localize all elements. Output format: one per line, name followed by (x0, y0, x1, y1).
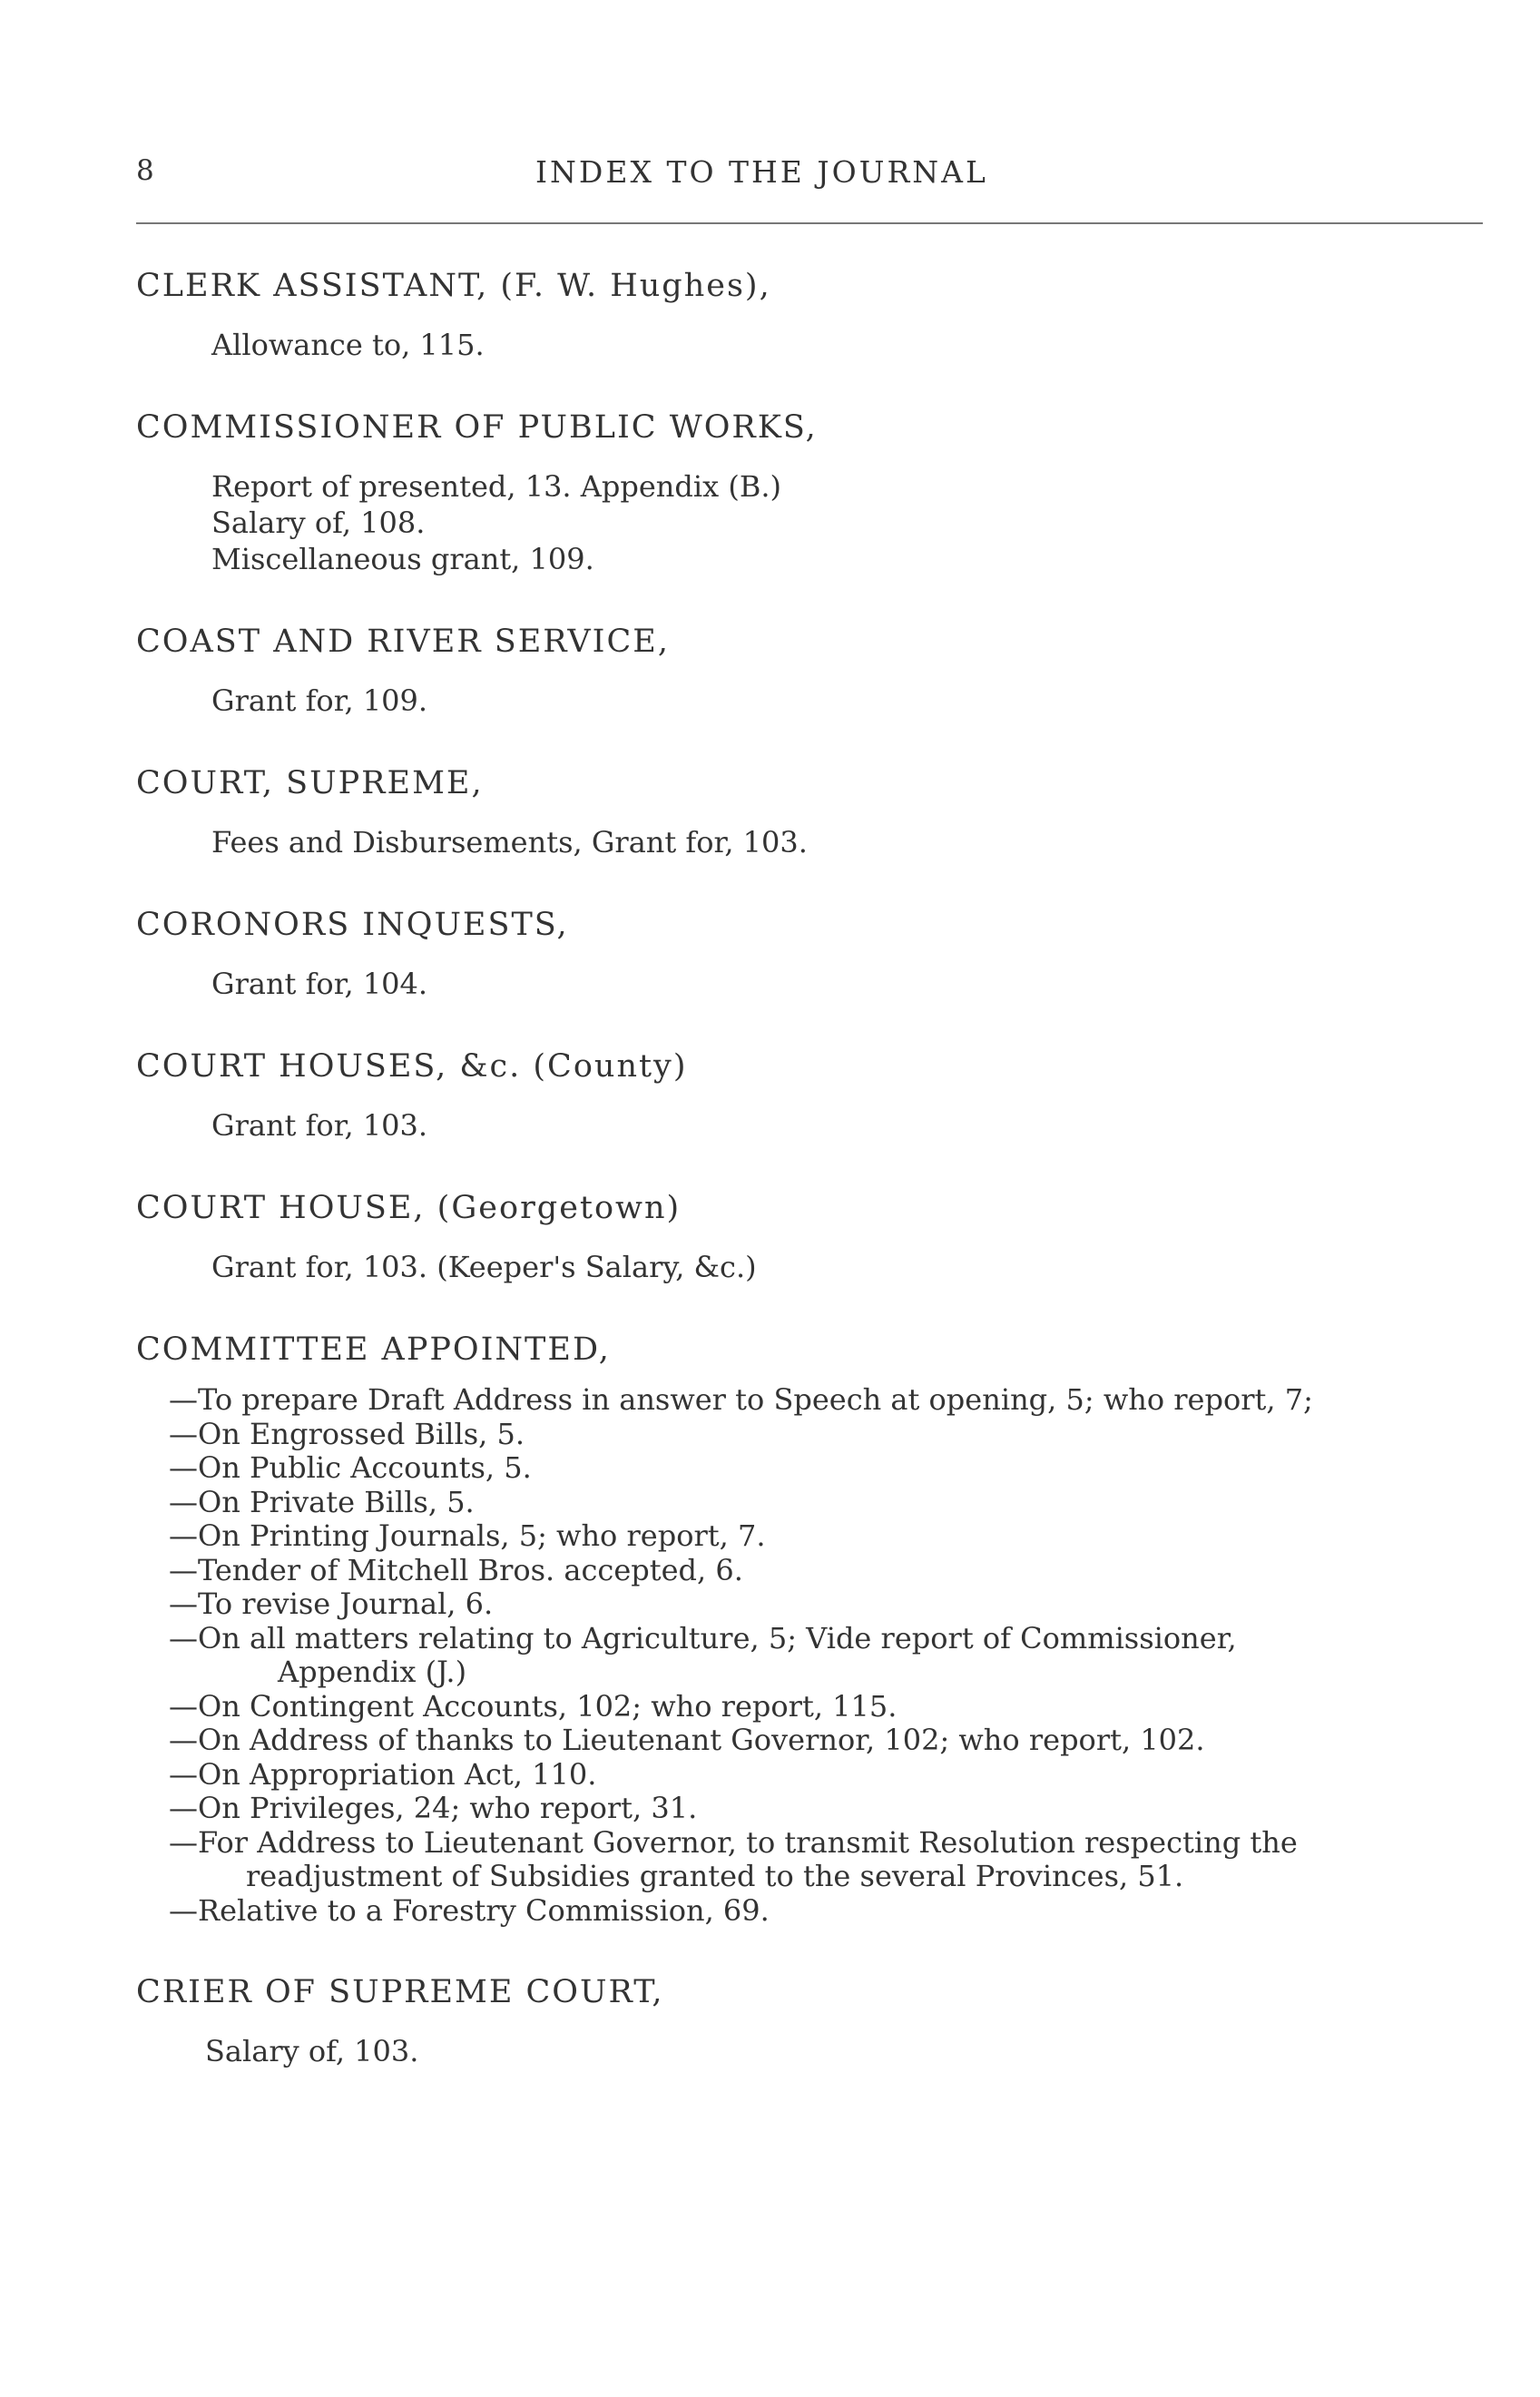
entry-line: Grant for, 103. (211, 1108, 428, 1143)
committee-line-continuation: readjustment of Subsidies granted to the several Provinces, 51. (246, 1859, 1184, 1893)
entry-heading: COURT HOUSES, &c. (County) (136, 1048, 688, 1085)
entry-line: Fees and Disbursements, Grant for, 103. (211, 825, 808, 860)
page-title: INDEX TO THE JOURNAL (535, 154, 988, 190)
entry-line: Grant for, 109. (211, 683, 428, 718)
committee-line: —Tender of Mitchell Bros. accepted, 6. (169, 1552, 743, 1587)
committee-line: —On Appropriation Act, 110. (169, 1756, 597, 1792)
entry-heading: CRIER OF SUPREME COURT, (136, 1974, 664, 2010)
committee-line: —On Printing Journals, 5; who report, 7. (169, 1518, 766, 1553)
committee-line: —On Privileges, 24; who report, 31. (169, 1791, 698, 1825)
entry-line: Salary of, 108. (211, 506, 426, 540)
entry-line: Grant for, 103. (Keeper's Salary, &c.) (211, 1250, 757, 1284)
entry-line: Salary of, 103. (205, 2034, 419, 2068)
committee-line-continuation: Appendix (J.) (278, 1655, 467, 1689)
index-entry-crier-supreme-court (136, 1971, 1497, 2069)
entry-heading: CLERK ASSISTANT, (F. W. Hughes), (136, 268, 771, 304)
committee-line: —To prepare Draft Address in answer to Speech at opening, 5; who report, 7; (169, 1382, 1313, 1417)
index-entries (136, 265, 1497, 2113)
index-entry-clerk-assistant (136, 265, 1497, 363)
entry-line: Grant for, 104. (211, 967, 428, 1001)
index-entry-coast-river-service (136, 621, 1497, 719)
committee-line: —For Address to Lieutenant Governor, to transmit Resolution respecting the (169, 1824, 1298, 1860)
committee-line: —Relative to a Forestry Commission, 69. (169, 1892, 770, 1928)
entry-line: Miscellaneous grant, 109. (211, 542, 594, 576)
header-rule (136, 222, 1483, 224)
entry-heading: COURT, SUPREME, (136, 765, 484, 801)
entry-heading: COMMITTEE APPOINTED, (136, 1331, 611, 1368)
entry-line: Report of presented, 13. Appendix (B.) (211, 469, 781, 504)
entry-line: Allowance to, 115. (211, 328, 485, 362)
entry-heading: COURT HOUSE, (Georgetown) (136, 1190, 682, 1226)
index-entry-commissioner-public-works (136, 407, 1497, 577)
entry-heading: CORONORS INQUESTS, (136, 907, 569, 943)
index-entry-court-houses-county (136, 1046, 1497, 1144)
committee-line: —On all matters relating to Agriculture, 5; Vide report of Commissioner, (169, 1620, 1237, 1655)
index-entry-coronors-inquests (136, 904, 1497, 1002)
index-entry-court-supreme (136, 762, 1497, 860)
committee-line: —On Public Accounts, 5. (169, 1450, 532, 1485)
index-entry-committee-appointed (136, 1329, 1497, 1928)
committee-line: —On Private Bills, 5. (169, 1484, 475, 1519)
committee-line: —To revise Journal, 6. (169, 1587, 494, 1621)
committee-line: —On Engrossed Bills, 5. (169, 1416, 525, 1451)
page-number: 8 (136, 154, 155, 187)
running-head (136, 154, 1483, 200)
committee-line: —On Address of thanks to Lieutenant Governor, 102; who report, 102. (169, 1723, 1205, 1757)
entry-heading: COMMISSIONER OF PUBLIC WORKS, (136, 409, 818, 446)
index-entry-court-house-georgetown (136, 1187, 1497, 1285)
entry-heading: COAST AND RIVER SERVICE, (136, 624, 670, 660)
committee-line: —On Contingent Accounts, 102; who report, 115. (169, 1688, 898, 1724)
